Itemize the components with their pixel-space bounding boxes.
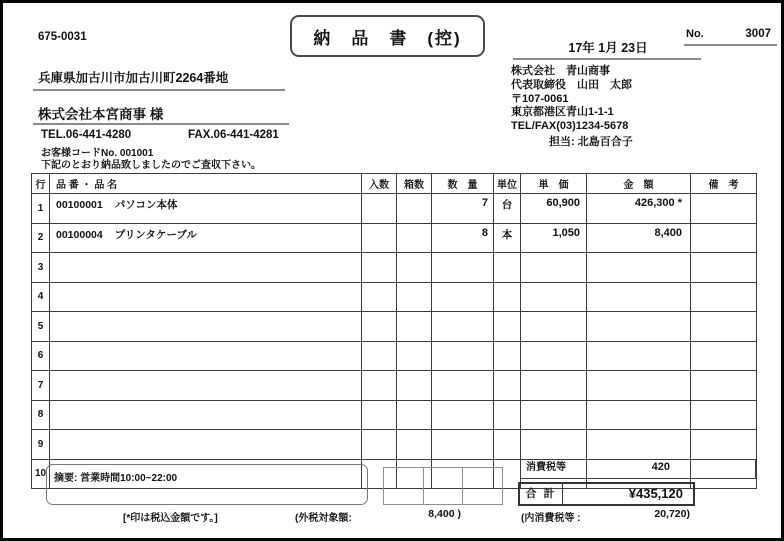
cell-box-qty [397, 371, 432, 401]
cell-item [50, 253, 362, 283]
total-label: 合 計 [520, 484, 563, 504]
included-tax-value: 20,720) [654, 508, 690, 520]
cell-note [691, 400, 757, 430]
cell-item [50, 223, 362, 253]
issue-date-underline [513, 58, 701, 60]
tax-note-cell [691, 459, 755, 478]
table-row [32, 371, 757, 401]
stamp-cell [423, 468, 463, 504]
cell-qty [432, 312, 494, 342]
cell-unit [494, 282, 521, 312]
stamp-cell [462, 468, 502, 504]
cell-unit-price [521, 400, 587, 430]
cell-amount [587, 253, 691, 283]
cell-qty [432, 430, 494, 460]
doc-title: 納 品 書 (控) [313, 28, 462, 48]
cell-unit: 本 [494, 223, 521, 253]
col-header-in-qty: 入数 [362, 174, 397, 194]
cell-qty: 8 [432, 223, 494, 253]
stamp-cell [384, 468, 423, 504]
cell-box-qty [397, 400, 432, 430]
col-header-row: 行 [32, 174, 50, 194]
approval-stamp-boxes [383, 467, 503, 505]
tax-label: 消費税等 [521, 459, 587, 478]
cell-in-qty [362, 341, 397, 371]
cell-amount [587, 312, 691, 342]
cell-item [50, 371, 362, 401]
cell-in-qty [362, 400, 397, 430]
cell-note [691, 341, 757, 371]
customer-name-underline [33, 123, 289, 125]
cell-note [691, 430, 757, 460]
col-header-note: 備 考 [691, 174, 757, 194]
cell-amount [587, 341, 691, 371]
cell-unit [494, 312, 521, 342]
cell-unit-price: 60,900 [521, 194, 587, 224]
col-header-unit: 単位 [494, 174, 521, 194]
table-header-row [32, 174, 757, 194]
cell-box-qty [397, 430, 432, 460]
cell-unit-price [521, 253, 587, 283]
cell-amount [587, 430, 691, 460]
cell-box-qty [397, 194, 432, 224]
cell-note [691, 282, 757, 312]
table-row [32, 430, 757, 460]
cell-note [691, 371, 757, 401]
title-box [290, 15, 485, 57]
cell-item [50, 282, 362, 312]
issuer-representative: 代表取締役 山田 太郎 [511, 78, 632, 91]
cell-in-qty [362, 282, 397, 312]
cell-unit-price [521, 282, 587, 312]
table-row [32, 194, 757, 224]
tax-row [520, 459, 756, 479]
cell-amount: 426,300 * [587, 194, 691, 224]
cell-item [50, 430, 362, 460]
col-header-amount: 金 額 [587, 174, 691, 194]
cell-box-qty [397, 312, 432, 342]
cell-in-qty [362, 371, 397, 401]
cell-unit [494, 341, 521, 371]
customer-name: 株式会社本宮商事 様 [38, 107, 164, 122]
issuer-block [511, 65, 633, 150]
item-code: 00100004 [56, 228, 103, 241]
cell-row-number: 7 [32, 371, 50, 401]
cell-in-qty [362, 223, 397, 253]
cell-qty [432, 400, 494, 430]
cell-amount [587, 371, 691, 401]
items-table [31, 173, 757, 489]
customer-address: 兵庫県加古川市加古川町2264番地 [38, 71, 229, 85]
cell-amount: 8,400 [587, 223, 691, 253]
issuer-company: 株式会社 青山商事 [511, 65, 610, 77]
cell-amount [587, 282, 691, 312]
asterisk-note: [*印は税込金額です。] [123, 513, 218, 524]
cell-note [691, 194, 757, 224]
cell-row-number: 4 [32, 282, 50, 312]
total-value: ¥435,120 [628, 486, 683, 501]
cell-unit [494, 430, 521, 460]
table-row [32, 341, 757, 371]
cell-row-number: 8 [32, 400, 50, 430]
cell-unit-price [521, 430, 587, 460]
col-header-qty: 数 量 [432, 174, 494, 194]
item-code: 00100001 [56, 199, 103, 211]
cell-item [50, 194, 362, 224]
cell-in-qty [362, 253, 397, 283]
included-tax-label: (内消費税等 : [521, 513, 581, 524]
taxable-amount-value: 8,400 ) [428, 508, 461, 520]
item-name: パソコン本体 [114, 199, 178, 211]
taxable-amount-label: (外税対象額: [295, 513, 352, 524]
table-row [32, 312, 757, 342]
cell-in-qty [362, 312, 397, 342]
cell-box-qty [397, 282, 432, 312]
cell-unit-price [521, 371, 587, 401]
issuer-address: 東京都港区青山1-1-1 [511, 106, 614, 119]
cell-row-number: 1 [32, 194, 50, 224]
table-row [32, 400, 757, 430]
cell-unit-price: 1,050 [521, 223, 587, 253]
cell-row-number: 2 [32, 223, 50, 253]
cell-unit-price [521, 312, 587, 342]
issuer-tel: TEL/FAX(03)1234-5678 [511, 120, 629, 133]
cell-in-qty [362, 430, 397, 460]
cell-qty [432, 282, 494, 312]
doc-no-value: 3007 [745, 28, 771, 40]
cell-item [50, 312, 362, 342]
cell-row-number: 10 [32, 459, 50, 489]
tax-value: 420 [587, 459, 691, 478]
cell-note [691, 223, 757, 253]
cell-note [691, 312, 757, 342]
customer-code: お客様コードNo. 001001 [41, 148, 154, 159]
issuer-contact: 担当: 北島百合子 [549, 135, 633, 148]
cell-item [50, 400, 362, 430]
cell-qty [432, 371, 494, 401]
table-row [32, 282, 757, 312]
cell-unit-price [521, 341, 587, 371]
col-header-price: 単 価 [521, 174, 587, 194]
col-header-item: 品 番 ・ 品 名 [50, 174, 362, 194]
item-name: プリンタケーブル [114, 228, 197, 241]
cell-unit [494, 253, 521, 283]
customer-address-underline [33, 89, 285, 91]
cell-unit [494, 400, 521, 430]
cell-qty [432, 341, 494, 371]
cell-unit [494, 371, 521, 401]
greeting-text: 下記のとおり納品致しましたのでご査収下さい。 [41, 160, 261, 171]
doc-no-label: No. [686, 28, 704, 40]
col-header-box-qty: 箱数 [397, 174, 432, 194]
cell-row-number: 6 [32, 341, 50, 371]
summary-box [46, 464, 368, 505]
total-box [518, 482, 695, 506]
cell-box-qty [397, 253, 432, 283]
cell-qty [432, 253, 494, 283]
table-row [32, 223, 757, 253]
issue-date: 17年 1月 23日 [568, 41, 648, 55]
summary-text: 摘要: 営業時間10:00~22:00 [54, 473, 178, 484]
issuer-postal-code: 〒107-0061 [511, 92, 569, 105]
customer-postal-code: 675-0031 [38, 31, 87, 43]
cell-row-number: 9 [32, 430, 50, 460]
cell-unit: 台 [494, 194, 521, 224]
cell-note [691, 253, 757, 283]
cell-row-number: 3 [32, 253, 50, 283]
cell-row-number: 5 [32, 312, 50, 342]
cell-in-qty [362, 194, 397, 224]
cell-item [50, 341, 362, 371]
cell-box-qty [397, 223, 432, 253]
cell-qty: 7 [432, 194, 494, 224]
customer-tel: TEL.06-441-4280 [41, 129, 132, 141]
cell-amount [587, 400, 691, 430]
customer-fax: FAX.06-441-4281 [188, 129, 279, 141]
cell-box-qty [397, 341, 432, 371]
table-row [32, 253, 757, 283]
